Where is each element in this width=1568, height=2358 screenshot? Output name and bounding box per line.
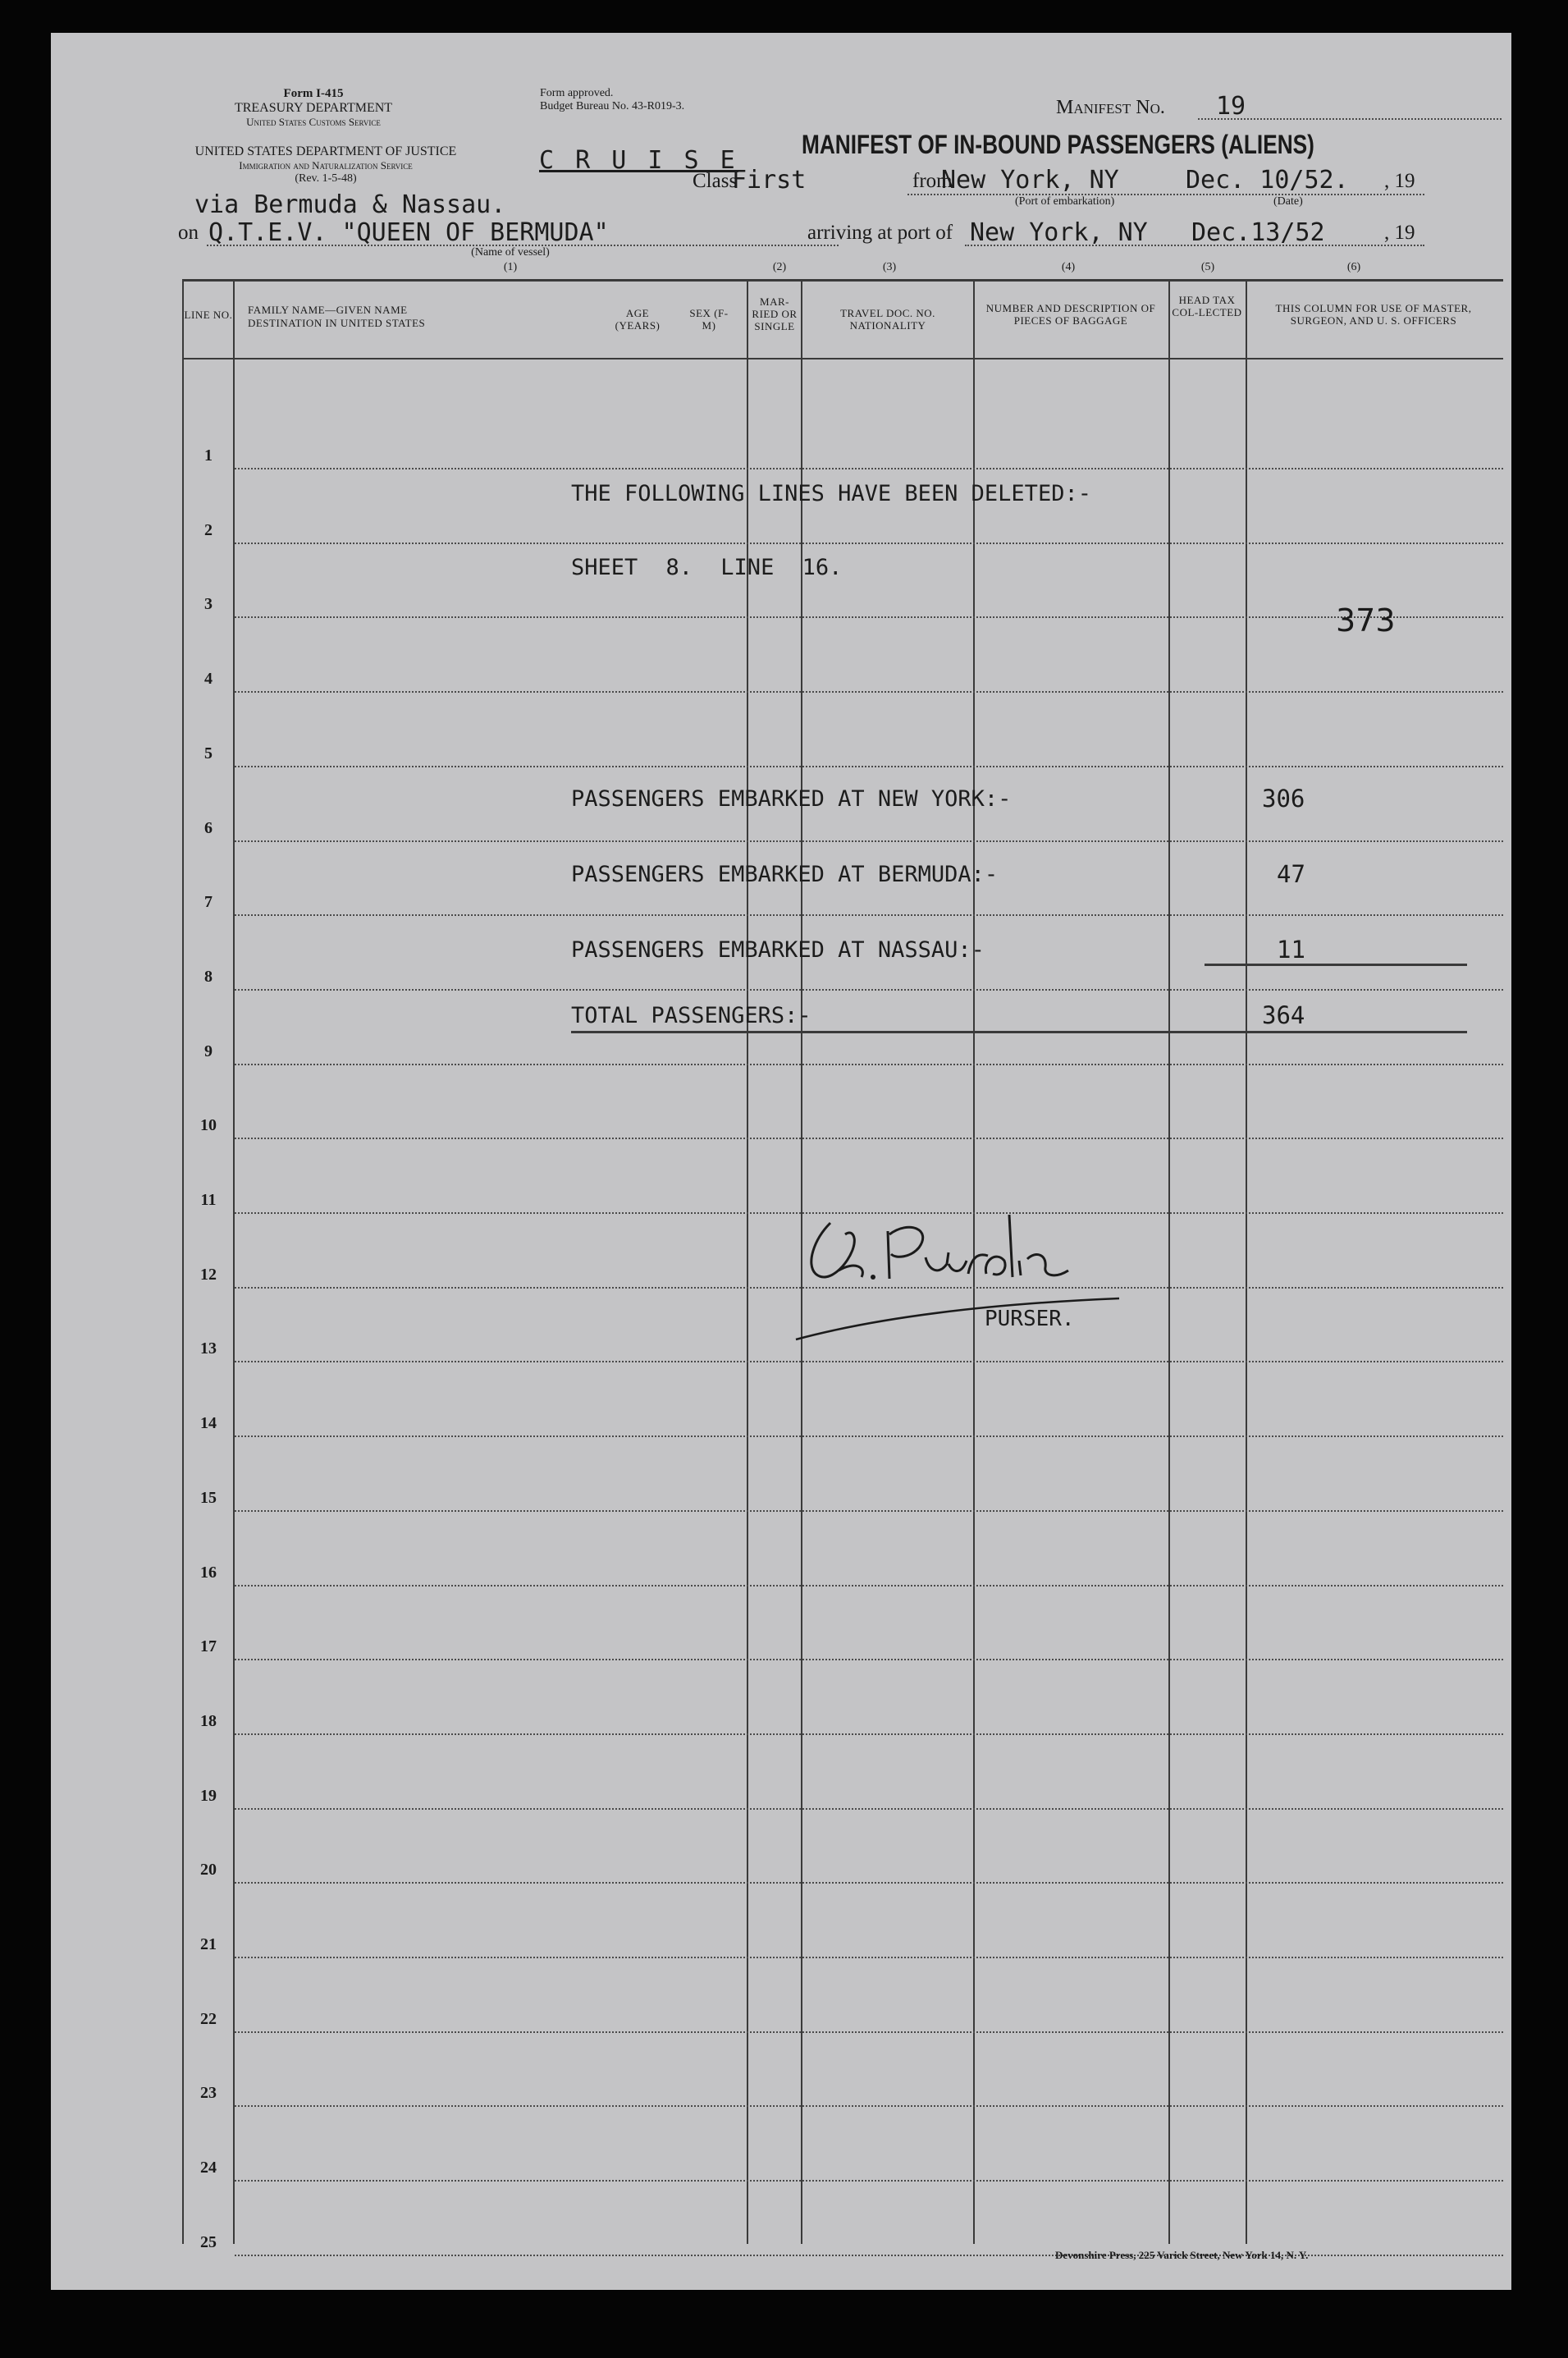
via-route: via Bermuda & Nassau.: [194, 190, 506, 219]
bermuda-label: PASSENGERS EMBARKED AT BERMUDA:-: [571, 862, 999, 887]
line-number-4: 4: [204, 670, 213, 689]
col-num-3: (3): [882, 261, 897, 273]
table-header-rule: [182, 358, 1503, 359]
customs-service: United States Customs Service: [246, 116, 381, 128]
col-head-family-name: FAMILY NAME—GIVEN NAME: [248, 304, 408, 316]
vessel-name: Q.T.E.V. "QUEEN OF BERMUDA": [208, 218, 609, 247]
revision: (Rev. 1-5-48): [295, 172, 357, 185]
row-rule: [235, 2031, 1503, 2033]
purser-signature: [781, 1182, 1142, 1362]
manifest-no-line: [1198, 118, 1502, 120]
col-head-travel-doc: TRAVEL DOC. NO. NATIONALITY: [840, 307, 935, 332]
line-number-14: 14: [200, 1414, 217, 1433]
col-rule-headtax: [1168, 279, 1170, 2244]
row-rule: [235, 1882, 1503, 1884]
date-caption: (Date): [1273, 195, 1303, 208]
col-head-line-no: LINE NO.: [184, 309, 233, 321]
line-number-8: 8: [204, 967, 213, 986]
line-number-25: 25: [200, 2232, 217, 2251]
form-id-block: [215, 87, 412, 129]
row-rule: [235, 1138, 1503, 1139]
ny-value: 306: [1262, 785, 1305, 813]
row-rule: [235, 1585, 1503, 1586]
manifest-title: MANIFEST OF IN-BOUND PASSENGERS (ALIENS): [802, 130, 1314, 159]
line-number-6: 6: [204, 818, 213, 837]
row-rule: [235, 1510, 1503, 1512]
total-value: 364: [1262, 1001, 1305, 1029]
arriving-port: New York, NY: [970, 218, 1148, 247]
row-rule: [235, 1064, 1503, 1065]
line-number-10: 10: [200, 1116, 217, 1135]
nassau-value: 11: [1277, 936, 1305, 964]
row-rule: [235, 543, 1503, 544]
line-number-5: 5: [204, 744, 213, 762]
row-rule: [235, 616, 1503, 618]
col-num-5: (5): [1200, 261, 1215, 273]
line-number-15: 15: [200, 1488, 217, 1507]
col-head-married: MAR-RIED OR SINGLE: [752, 295, 798, 332]
line-number-9: 9: [204, 1042, 213, 1060]
row-rule: [235, 2255, 1503, 2256]
ny-label: PASSENGERS EMBARKED AT NEW YORK:-: [571, 786, 1012, 812]
line-number-7: 7: [204, 893, 213, 912]
line-number-12: 12: [200, 1265, 217, 1284]
printer-imprint: Devonshire Press, 225 Varick Street, New York 14, N. Y.: [1055, 2249, 1309, 2261]
from-line: [907, 194, 1424, 195]
col-rule-officers: [1246, 279, 1247, 2244]
line-number-19: 19: [200, 1786, 217, 1805]
form-number: Form I-415: [283, 87, 344, 100]
justice-dept: UNITED STATES DEPARTMENT OF JUSTICE: [194, 144, 457, 158]
row-rule: [235, 914, 1503, 916]
year-label-1: , 19: [1384, 170, 1415, 192]
arriving-label: arriving at port of: [807, 222, 953, 244]
sheet-line-note: SHEET 8. LINE 16.: [571, 555, 843, 580]
total-rule: [571, 1031, 1467, 1033]
treasury-dept: TREASURY DEPARTMENT: [234, 101, 393, 115]
col-head-officers: THIS COLUMN FOR USE OF MASTER, SURGEON, AND U. S. OFFICERS: [1275, 302, 1472, 327]
line-number-16: 16: [200, 1563, 217, 1582]
row-rule: [235, 1435, 1503, 1437]
col-head-age: AGE (YEARS): [615, 307, 661, 332]
justice-block: [174, 144, 478, 185]
port-caption: (Port of embarkation): [1015, 195, 1115, 208]
vessel-caption: (Name of vessel): [471, 246, 550, 259]
budget-number: Budget Bureau No. 43-R019-3.: [540, 100, 685, 112]
row-rule: [235, 1957, 1503, 1958]
col-head-destination: DESTINATION IN UNITED STATES: [248, 317, 426, 329]
row-rule: [235, 989, 1503, 991]
col-head-sex: SEX (F-M): [689, 307, 729, 332]
col-head-head-tax: HEAD TAX COL-LECTED: [1172, 294, 1242, 318]
line-number-22: 22: [200, 2009, 217, 2028]
on-label: on: [178, 222, 199, 244]
subtotal-rule: [1205, 964, 1467, 966]
row-rule: [235, 2180, 1503, 2182]
row-rule: [235, 691, 1503, 693]
row-rule: [235, 766, 1503, 767]
table-top-rule: [182, 279, 1503, 282]
col-num-2: (2): [772, 261, 787, 273]
row-rule: [235, 2105, 1503, 2107]
arrival-date: Dec.13/52: [1191, 218, 1325, 247]
line-number-3: 3: [204, 595, 213, 614]
deleted-note: THE FOLLOWING LINES HAVE BEEN DELETED:-: [571, 481, 1091, 506]
line-number-1: 1: [204, 446, 213, 465]
from-value: New York, NY: [941, 166, 1119, 195]
col-num-1: (1): [503, 261, 518, 273]
from-label: from: [912, 170, 953, 192]
line-number-24: 24: [200, 2159, 217, 2177]
line-number-23: 23: [200, 2084, 217, 2103]
budget-block: [540, 87, 684, 113]
year-label-2: , 19: [1384, 222, 1415, 244]
row-rule: [235, 468, 1503, 469]
row-rule: [235, 1733, 1503, 1735]
line-number-11: 11: [200, 1191, 217, 1209]
total-label: TOTAL PASSENGERS:-: [571, 1003, 811, 1028]
line-number-2: 2: [204, 520, 213, 539]
row-rule: [235, 1808, 1503, 1810]
line-number-17: 17: [200, 1637, 217, 1656]
nassau-label: PASSENGERS EMBARKED AT NASSAU:-: [571, 937, 985, 963]
bermuda-value: 47: [1277, 860, 1305, 888]
ins-service: Immigration and Naturalization Service: [239, 159, 413, 172]
purser-title: PURSER.: [985, 1307, 1075, 1331]
manifest-no-value: 19: [1216, 92, 1246, 121]
line-number-20: 20: [200, 1861, 217, 1880]
row-rule: [235, 1659, 1503, 1660]
officer-number: 373: [1336, 602, 1396, 639]
manifest-page: [51, 33, 1511, 2290]
col-head-baggage: NUMBER AND DESCRIPTION OF PIECES OF BAGGAGE: [985, 302, 1156, 327]
departure-date: Dec. 10/52.: [1186, 166, 1349, 195]
line-no-rule: [233, 279, 235, 2244]
line-number-18: 18: [200, 1711, 217, 1730]
form-approved: Form approved.: [540, 87, 614, 99]
class-value: First: [732, 166, 807, 195]
line-number-21: 21: [200, 1935, 217, 1953]
row-rule: [235, 840, 1503, 842]
line-number-13: 13: [200, 1339, 217, 1358]
arriving-line: [965, 245, 1424, 246]
col-num-4: (4): [1061, 261, 1076, 273]
manifest-no-label: Manifest No.: [1056, 97, 1165, 118]
cruise-stamp: C R U I S E: [539, 146, 738, 175]
class-label: Class: [693, 170, 738, 192]
col-num-6: (6): [1346, 261, 1361, 273]
